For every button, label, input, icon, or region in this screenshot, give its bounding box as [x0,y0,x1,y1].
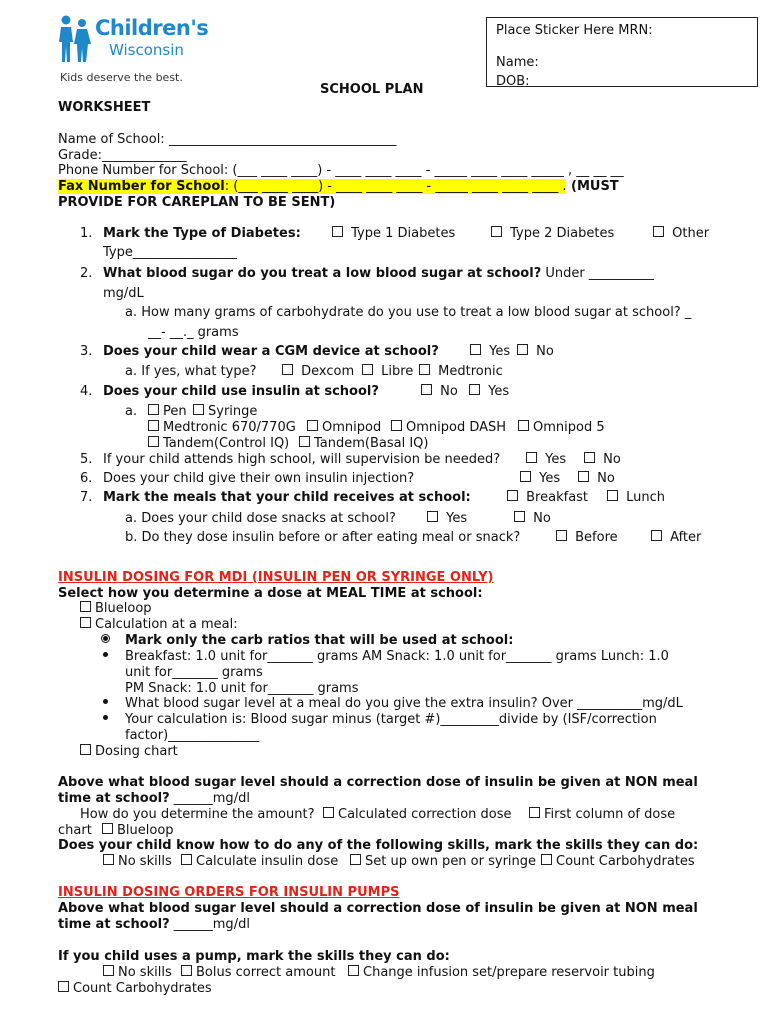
mdi-first-column-label: First column of dose [544,807,676,822]
q2-unit: mg/dL [103,286,144,301]
mdi-calc-correction-checkbox[interactable] [323,807,334,818]
q1-number: 1. [80,226,93,241]
q7-label: Mark the meals that your child receives at school: [103,490,471,505]
mdi-blueloop-label: Blueloop [95,601,152,616]
q7a-yes-label: Yes [446,511,468,526]
q6-no-label: No [597,471,615,486]
logo-sub: Wisconsin [109,41,184,59]
mdi-select-label: Select how you determine a dose at MEAL TIME at school: [58,586,483,601]
mdi-calc-correction-label: Calculated correction dose [338,807,512,822]
q3-number: 3. [80,344,93,359]
q4-yes-checkbox[interactable] [469,384,480,395]
q7a-no-label: No [533,511,551,526]
mdi-skill-pen-checkbox[interactable] [350,854,361,865]
q7-breakfast-checkbox[interactable] [507,490,518,501]
mdi-calc-label: Calculation at a meal: [95,617,238,632]
q3-no-checkbox[interactable] [517,344,528,355]
q4a-label: a. [125,404,138,419]
sticker-dob: DOB: [496,74,530,87]
page-title: SCHOOL PLAN [320,82,424,97]
q7b-before-checkbox[interactable] [556,530,567,541]
mdi-first-column-option[interactable] [529,807,675,822]
pump-correction-line2 [58,917,250,932]
q4a-syringe-label: Syringe [208,404,258,419]
pump-skill-carbs-label: Count Carbohydrates [73,981,212,996]
q7a-yes-option[interactable] [427,511,467,526]
q4b-medtronic-option[interactable] [148,420,296,435]
mdi-correction-text: time at school? [58,791,170,806]
pump-skill-bolus-option[interactable] [181,965,335,980]
q5-yes-option[interactable] [526,452,566,467]
q1-other-type-field[interactable]: Type________________ [103,245,237,260]
q3-yes-checkbox[interactable] [470,344,481,355]
fax-label: Fax Number for School [58,179,225,194]
q4b-omnipod5-checkbox[interactable] [518,420,529,431]
q5-yes-checkbox[interactable] [526,452,537,463]
school-name-field[interactable]: Name of School: ___________________________________ [58,132,397,147]
mdi-skill-pen-option[interactable] [350,854,536,869]
mdi-dosing-chart-label: Dosing chart [95,744,178,759]
pump-skill-bolus-checkbox[interactable] [181,965,192,976]
bullet-1 [103,633,108,648]
q7a-no-option[interactable] [514,511,551,526]
q6-yes-checkbox[interactable] [520,471,531,482]
q4-no-option[interactable] [421,384,458,399]
pump-skill-infusion-option[interactable] [348,965,655,980]
q2-label [103,266,654,281]
bullet-2 [103,649,108,664]
q3a-libre-checkbox[interactable] [362,364,373,375]
q4b-omnipod-dash-checkbox[interactable] [391,420,402,431]
q4-number: 4. [80,384,93,399]
q4c-tandem-control-label: Tandem(Control IQ) [163,436,290,451]
q4c-tandem-basal-checkbox[interactable] [299,436,310,447]
q4c-tandem-basal-label: Tandem(Basal IQ) [314,436,429,451]
q5-no-label: No [603,452,621,467]
q6-no-option[interactable] [578,471,615,486]
mdi-skill-none-label: No skills [118,854,172,869]
q6-label: Does your child give their own insulin injection? [103,471,415,486]
mdi-carb-ratio-label: Mark only the carb ratios that will be used at school: [125,633,514,648]
q2-number: 2. [80,266,93,281]
mdi-blueloop-checkbox[interactable] [80,601,91,612]
mdi-how-label: How do you determine the amount? [80,807,315,822]
q2a-label: a. How many grams of carbohydrate do you use to treat a low blood sugar at school? _ [125,305,692,320]
mdi-skill-calc-label: Calculate insulin dose [196,854,339,869]
q2a-field[interactable]: __- __._ grams [148,325,239,340]
q2-text: What blood sugar do you treat a low blood sugar at school? [103,266,542,281]
q4b-medtronic-label: Medtronic 670/770G [163,420,296,435]
q4a-syringe-checkbox[interactable] [193,404,204,415]
mdi-blueloop-option[interactable] [80,601,152,616]
grade-field[interactable]: Grade:_____________ [58,148,187,163]
logo [58,14,228,84]
q6-yes-label: Yes [539,471,561,486]
pump-correction-field[interactable]: ______mg/dl [169,917,250,932]
mdi-correction-field[interactable]: ______mg/dl [169,791,250,806]
mdi-ratios-field[interactable]: Breakfast: 1.0 unit for_______ grams AM Snack: 1.0 unit for_______ grams Lunch: 1.0 [125,649,669,664]
pump-skill-none-checkbox[interactable] [103,965,114,976]
q7-breakfast-label: Breakfast [526,490,589,505]
q7b-before-option[interactable] [556,530,618,545]
mdi-heading: INSULIN DOSING FOR MDI (INSULIN PEN OR SYRINGE ONLY) [58,570,494,585]
q4a-pen-label: Pen [163,404,187,419]
logo-tagline: Kids deserve the best. [60,71,183,84]
mdi-skill-carbs-checkbox[interactable] [541,854,552,865]
mdi-calc-option[interactable] [80,617,238,632]
q3a-medtronic-checkbox[interactable] [419,364,430,375]
q3a-label: a. If yes, what type? [125,364,257,379]
q7-number: 7. [80,490,93,505]
fax-must: (MUST [566,179,619,194]
q3a-dexcom-checkbox[interactable] [282,364,293,375]
mdi-extra-insulin-field[interactable]: What blood sugar level at a meal do you give the extra insulin? Over __________mg/dL [125,696,683,711]
children-figures-icon [58,14,92,64]
q7a-yes-checkbox[interactable] [427,511,438,522]
phone-field[interactable]: Phone Number for School: (___ ____ ____) - ____ ____ ____ - _____ ____ ____ _____ , __ __ __ [58,163,624,178]
q4b-omnipod5-label: Omnipod 5 [533,420,605,435]
q5-no-checkbox[interactable] [584,452,595,463]
mdi-calc-checkbox[interactable] [80,617,91,628]
fax-field[interactable] [58,179,619,194]
mdi-correction-factor-field[interactable]: factor)______________ [125,728,260,743]
pump-skill-infusion-label: Change infusion set/prepare reservoir tubing [363,965,655,980]
mdi-skill-calc-option[interactable] [181,854,338,869]
mdi-skill-calc-checkbox[interactable] [181,854,192,865]
q4b-omnipod-checkbox[interactable] [307,420,318,431]
mdi-skill-none-checkbox[interactable] [103,854,114,865]
q1-type2-label: Type 2 Diabetes [510,226,615,241]
page-subtitle: WORKSHEET [58,100,151,115]
fax-blank: : (___ ____ ____) - ____ ____ ____ - _____ ____ ____ ____ . [224,179,567,194]
q1-type1-checkbox[interactable] [332,226,343,237]
fax-note: PROVIDE FOR CAREPLAN TO BE SENT) [58,195,336,210]
pump-skill-carbs-option[interactable] [58,981,212,996]
q7-breakfast-option[interactable] [507,490,588,505]
mdi-dosing-chart-option[interactable] [80,744,178,759]
pump-skills-label: If you child uses a pump, mark the skills they can do: [58,949,450,964]
q4-no-checkbox[interactable] [421,384,432,395]
q5-label: If your child attends high school, will supervision be needed? [103,452,501,467]
q1-other-option[interactable] [653,226,709,241]
q3a-dexcom-option[interactable] [282,364,354,379]
q7b-before-label: Before [575,530,618,545]
mdi-calc-correction-option[interactable] [323,807,512,822]
q1-other-checkbox[interactable] [653,226,664,237]
q6-no-checkbox[interactable] [578,471,589,482]
q4c-tandem-control-checkbox[interactable] [148,436,159,447]
q5-number: 5. [80,452,93,467]
q2-field[interactable]: Under __________ [541,266,654,281]
q7a-no-checkbox[interactable] [514,511,525,522]
q3a-dexcom-label: Dexcom [301,364,355,379]
q6-yes-option[interactable] [520,471,560,486]
sticker-box [486,17,758,87]
mdi-calculation-field[interactable]: Your calculation is: Blood sugar minus (target #)_________divide by (ISF/correction [125,712,657,727]
mdi-correction-line2 [58,791,250,806]
q4-yes-label: Yes [488,384,510,399]
q4-label: Does your child use insulin at school? [103,384,379,399]
mdi-skills-label: Does your child know how to do any of the following skills, mark the skills they can do: [58,838,699,853]
q7b-after-option[interactable] [651,530,701,545]
q4a-syringe-option[interactable] [193,404,257,419]
q7a-label: a. Does your child dose snacks at school? [125,511,396,526]
mdi-ratios-lunch-field[interactable]: unit for_______ grams [125,665,263,680]
mdi-skill-carbs-label: Count Carbohydrates [556,854,695,869]
q3-no-label: No [536,344,554,359]
mdi-how-cont: chart [58,823,92,838]
q7-lunch-option[interactable] [607,490,665,505]
q4b-omnipod5-option[interactable] [518,420,605,435]
sticker-mrn: Place Sticker Here MRN: [496,23,653,38]
mdi-skill-carbs-option[interactable] [541,854,695,869]
q7b-label: b. Do they dose insulin before or after eating meal or snack? [125,530,521,545]
q5-yes-label: Yes [545,452,567,467]
q6-number: 6. [80,471,93,486]
q1-type2-option[interactable] [491,226,614,241]
q5-no-option[interactable] [584,452,621,467]
pump-skill-infusion-checkbox[interactable] [348,965,359,976]
mdi-ratios-pm-field[interactable]: PM Snack: 1.0 unit for_______ grams [125,681,359,696]
q1-type1-label: Type 1 Diabetes [351,226,456,241]
mdi-how-blueloop-option[interactable] [102,823,174,838]
q7-lunch-label: Lunch [626,490,666,505]
q4-yes-option[interactable] [469,384,509,399]
q3a-medtronic-label: Medtronic [438,364,503,379]
mdi-dosing-chart-checkbox[interactable] [80,744,91,755]
pump-skill-bolus-label: Bolus correct amount [196,965,336,980]
mdi-first-column-checkbox[interactable] [529,807,540,818]
q4c-tandem-control-option[interactable] [148,436,289,451]
q1-type1-option[interactable] [332,226,455,241]
bullet-4 [103,712,108,727]
q4a-pen-checkbox[interactable] [148,404,159,415]
q4-no-label: No [440,384,458,399]
sticker-name: Name: [496,55,539,70]
q3-yes-label: Yes [489,344,511,359]
q4a-pen-option[interactable] [148,404,187,419]
mdi-how-blueloop-label: Blueloop [117,823,174,838]
q3-yes-option[interactable] [470,344,510,359]
q4b-omnipod-dash-option[interactable] [391,420,506,435]
pump-skill-none-option[interactable] [103,965,172,980]
q4b-omnipod-option[interactable] [307,420,381,435]
q4b-medtronic-checkbox[interactable] [148,420,159,431]
q3a-libre-option[interactable] [362,364,413,379]
pump-heading: INSULIN DOSING ORDERS FOR INSULIN PUMPS [58,885,400,900]
q1-label: Mark the Type of Diabetes: [103,226,301,241]
mdi-skill-none-option[interactable] [103,854,172,869]
logo-name: Children's [95,16,209,40]
pump-correction-question: Above what blood sugar level should a correction dose of insulin be given at NON meal [58,901,698,916]
pump-skill-carbs-checkbox[interactable] [58,981,69,992]
mdi-correction-question: Above what blood sugar level should a correction dose of insulin be given at NON meal [58,775,698,790]
q4b-omnipod-label: Omnipod [322,420,382,435]
q3-label: Does your child wear a CGM device at school? [103,344,439,359]
q3-no-option[interactable] [517,344,554,359]
q7b-after-checkbox[interactable] [651,530,662,541]
q1-other-label: Other [672,226,710,241]
q3a-medtronic-option[interactable] [419,364,503,379]
q7b-after-label: After [670,530,702,545]
pump-correction-text: time at school? [58,917,170,932]
q1-type2-checkbox[interactable] [491,226,502,237]
q4b-omnipod-dash-label: Omnipod DASH [406,420,507,435]
mdi-how-blueloop-checkbox[interactable] [102,823,113,834]
pump-skill-none-label: No skills [118,965,172,980]
mdi-skill-pen-label: Set up own pen or syringe [365,854,537,869]
q3a-libre-label: Libre [381,364,414,379]
q4c-tandem-basal-option[interactable] [299,436,429,451]
bullet-3 [103,696,108,711]
q7-lunch-checkbox[interactable] [607,490,618,501]
